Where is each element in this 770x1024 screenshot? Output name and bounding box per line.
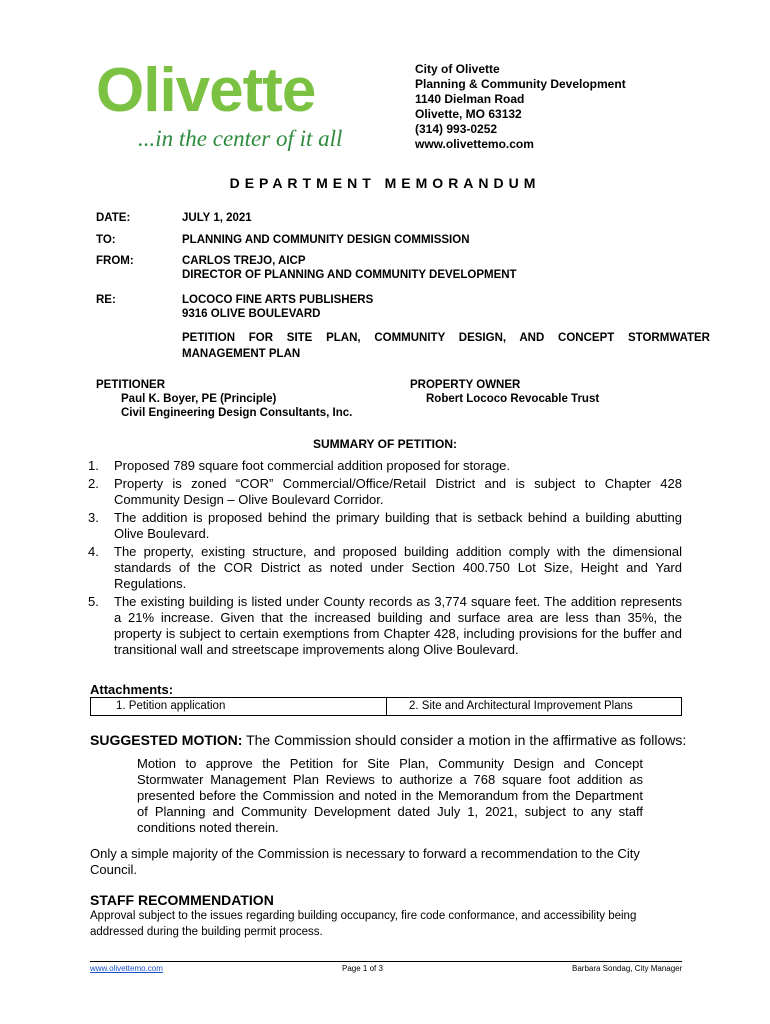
suggested-motion-intro: The Commission should consider a motion in the affirmative as follows:	[246, 732, 687, 748]
list-item-number: 2.	[88, 476, 99, 491]
from-label: FROM:	[96, 255, 134, 267]
list-item-text: The existing building is listed under County records as 3,774 square feet. The addition represents a 21% increase. Given that the increased building and surface area are less than 35%, the property is subject to certain exemptions from Chapter 428, including provisions for the buffer and transitional wall and streetscape improvements along Olive Boulevard.	[114, 594, 682, 657]
list-item-number: 1.	[88, 458, 99, 473]
re-address: 9316 OLIVE BOULEVARD	[182, 308, 321, 320]
attachment-site-plans	[387, 698, 681, 715]
staff-recommendation-heading: STAFF RECOMMENDATION	[90, 892, 274, 908]
summary-list	[88, 458, 682, 660]
address-city-name: City of Olivette	[415, 62, 500, 76]
from-title: DIRECTOR OF PLANNING AND COMMUNITY DEVELOPMENT	[182, 269, 517, 281]
attachment-label: Site and Architectural Improvement Plans	[421, 700, 633, 712]
address-street: 1140 Dielman Road	[415, 92, 525, 106]
re-label: RE:	[96, 294, 116, 306]
motion-text: Motion to approve the Petition for Site Plan, Community Design and Concept Stormwater Management Plan Reviews to authorize a 768 square foot addition as presented before the Commission and noted in the Memorandum from the Department of Planning and Community Development dated July 1, 2021, subject to any staff conditions noted therein.	[137, 756, 643, 835]
owner-label: PROPERTY OWNER	[410, 379, 521, 391]
city-address-block	[415, 62, 626, 152]
date-value: JULY 1, 2021	[182, 212, 252, 224]
list-item-text: Property is zoned “COR” Commercial/Office/Retail District and is subject to Chapter 428 Community Design – Olive Boulevard Corridor.	[114, 476, 682, 507]
olivette-logo-wordmark: Olivette	[96, 56, 316, 125]
to-label: TO:	[96, 234, 116, 246]
petitioner-company: Civil Engineering Design Consultants, Inc.	[121, 407, 353, 419]
list-item	[88, 544, 682, 592]
majority-note: Only a simple majority of the Commission is necessary to forward a recommendation to the City Council.	[90, 846, 640, 877]
petition-description: PETITION FOR SITE PLAN, COMMUNITY DESIGN, AND CONCEPT STORMWATER MANAGEMENT PLAN	[182, 332, 710, 360]
list-item	[88, 510, 682, 542]
date-label: DATE:	[96, 212, 131, 224]
list-item-number: 3.	[88, 510, 99, 525]
to-value: PLANNING AND COMMUNITY DESIGN COMMISSION	[182, 234, 470, 246]
attachments-heading: Attachments:	[90, 682, 174, 697]
list-item	[88, 458, 682, 474]
list-item-text: The addition is proposed behind the primary building that is setback behind a building abutting Olive Boulevard.	[114, 510, 682, 541]
list-item-text: The property, existing structure, and proposed building addition comply with the dimensional standards of the COR District as noted under Section 400.750 Lot Size, Height and Yard Regulations.	[114, 544, 682, 591]
address-city-state-zip: Olivette, MO 63132	[415, 107, 522, 121]
suggested-motion-heading	[90, 732, 686, 748]
petitioner-label: PETITIONER	[96, 379, 166, 391]
attachment-number: 1.	[116, 700, 126, 712]
attachment-petition-application	[91, 698, 387, 715]
list-item-number: 5.	[88, 594, 99, 609]
address-department: Planning & Community Development	[415, 77, 626, 91]
list-item-text: Proposed 789 square foot commercial addition proposed for storage.	[114, 458, 511, 473]
olivette-logo-tagline: ...in the center of it all	[138, 126, 343, 151]
from-name: CARLOS TREJO, AICP	[182, 255, 306, 267]
attachment-number: 2.	[409, 700, 419, 712]
attachment-label: Petition application	[128, 700, 226, 712]
address-phone: (314) 993-0252	[415, 122, 498, 136]
petitioner-name: Paul K. Boyer, PE (Principle)	[121, 393, 277, 405]
memo-title: DEPARTMENT MEMORANDUM	[229, 175, 541, 191]
address-website: www.olivettemo.com	[415, 137, 534, 151]
footer-divider	[90, 961, 682, 962]
suggested-motion-label: SUGGESTED MOTION:	[90, 732, 243, 748]
footer-page-number: Page 1 of 3	[342, 964, 383, 973]
footer-website-link[interactable]: www.olivettemo.com	[90, 964, 163, 973]
footer-author: Barbara Sondag, City Manager	[572, 964, 683, 973]
summary-heading: SUMMARY OF PETITION:	[313, 437, 457, 451]
list-item	[88, 594, 682, 658]
owner-name: Robert Lococo Revocable Trust	[426, 393, 600, 405]
re-subject: LOCOCO FINE ARTS PUBLISHERS	[182, 294, 374, 306]
staff-recommendation-text: Approval subject to the issues regarding building occupancy, fire code conformance, and accessibility being addressed during the building permit process.	[90, 910, 637, 938]
list-item-number: 4.	[88, 544, 99, 559]
attachments-table	[90, 697, 682, 716]
list-item	[88, 476, 682, 508]
